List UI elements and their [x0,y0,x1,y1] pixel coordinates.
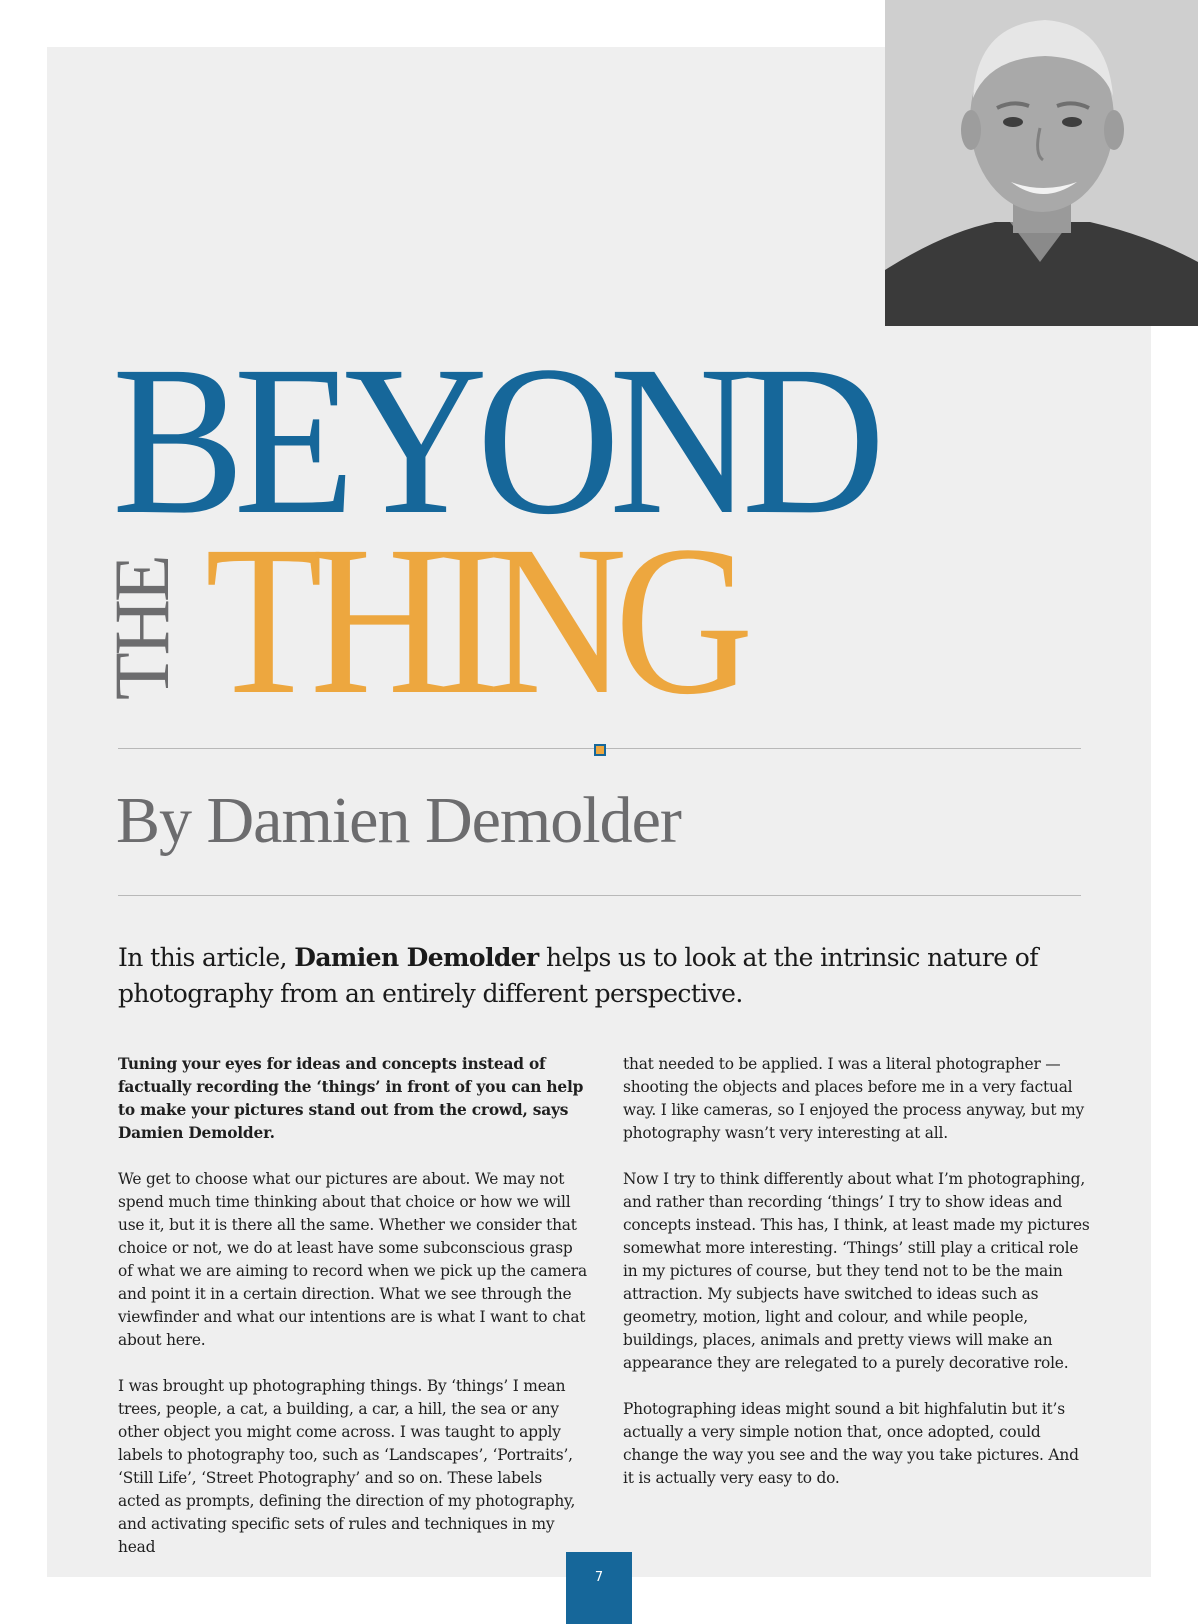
divider-ornament [594,744,606,756]
byline: By Damien Demolder [116,784,681,857]
title-the: THE [98,557,185,700]
title-thing: THING [205,502,742,739]
standfirst: Tuning your eyes for ideas and concepts instead of factually recording the ‘things’ in front of you can help to make your pictures stand out from the crowd, says Damien Demolder. [118,1055,584,1142]
body-paragraph: I was brought up photographing things. By ‘things’ I mean trees, people, a cat, a building, a car, a hill, the sea or any other object you might come across. I was taught to apply labels to photography too, such as ‘Landscapes’, ‘Portraits’, ‘Still Life’, ‘Street Photography’ and so on. These labels acted as prompts, defining the direction of my photography, and activating specific sets of rules and techniques in my head [118,1377,576,1556]
page-number: 7 [566,1552,632,1624]
body-paragraph: Photographing ideas might sound a bit highfalutin but it’s actually a very simple notion that, once adopted, could change the way you see and the way you take pictures. And it is actually very easy to do. [623,1400,1079,1487]
column-left [118,1053,588,1582]
body-paragraph: We get to choose what our pictures are about. We may not spend much time thinking about that choice or how we will use it, but it is there all the same. Whether we consider that choice or not, we do at least have some subconscious grasp of what we are aiming to record when we pick up the camera and point it in a certain direction. What we see through the viewfinder and what our intentions are is what I want to chat about here. [118,1170,587,1349]
body-paragraph: Now I try to think differently about what I’m photographing, and rather than recording ‘things’ I try to show ideas and concepts instead. This has, I think, at least made my pictures somewhat more interesting. ‘Things’ still play a critical role in my pictures of course, but they tend not to be the main attraction. My subjects have switched to ideas such as geometry, motion, light and colour, and while people, buildings, places, animals and pretty views will make an appearance they are relegated to a purely decorative role. [623,1170,1090,1372]
intro-after: helps us to look at the intrinsic nature of photography from an entirely different perspective. [118,943,1038,1008]
body-paragraph: that needed to be applied. I was a literal photographer — shooting the objects and places before me in a very factual way. I like cameras, so I enjoyed the process anyway, but my photography wasn’t very interesting at all. [623,1055,1084,1142]
intro-before: In this article, [118,943,295,972]
column-right [623,1053,1093,1513]
intro-paragraph [118,940,1098,1012]
title-beyond: BEYOND [112,322,875,559]
author-portrait [885,0,1198,326]
intro-author: Damien Demolder [294,943,539,972]
divider-bottom [118,895,1081,896]
